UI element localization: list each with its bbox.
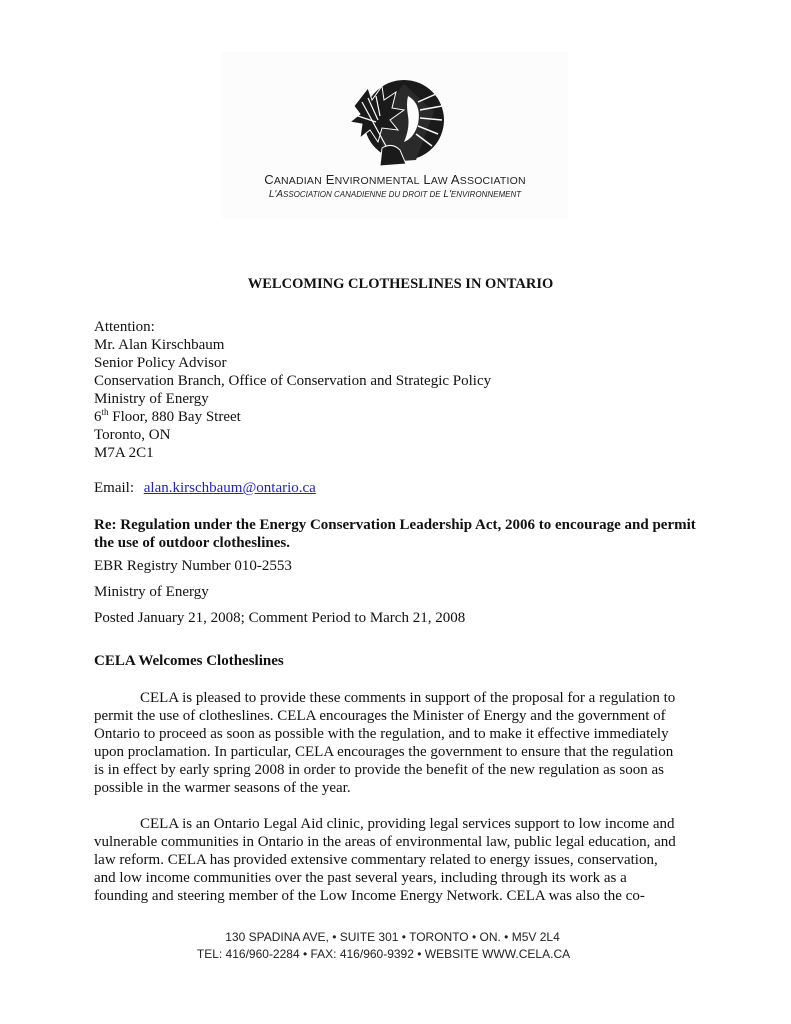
paragraph-line: vulnerable communities in Ontario in the areas of environmental law, public legal education, and	[94, 834, 676, 850]
posted-line: Posted January 21, 2008; Comment Period to March 21, 2008	[94, 610, 466, 626]
letterhead	[222, 52, 568, 218]
document-title: WELCOMING CLOTHESLINES IN ONTARIO	[247, 276, 554, 292]
recipient-ministry: Ministry of Energy	[94, 391, 209, 407]
paragraph-line: possible in the warmer seasons of the year.	[94, 780, 351, 796]
paragraph-line: and low income communities over the past several years, including through its work as a	[94, 870, 627, 886]
re-subject-line: Re: Regulation under the Energy Conservation Leadership Act, 2006 to encourage and permit the use of outdoor clotheslines.	[94, 517, 696, 551]
recipient-name: Mr. Alan Kirschbaum	[94, 337, 225, 353]
recipient-city: Toronto, ON	[94, 427, 171, 443]
registry-number: EBR Registry Number 010-2553	[94, 558, 292, 574]
email-line	[94, 480, 316, 497]
paragraph-line: Ontario to proceed as soon as possible with the regulation, and to make it effective immediately	[94, 726, 669, 742]
attention-label: Attention:	[94, 319, 155, 335]
paragraph-line: founding and steering member of the Low Income Energy Network. CELA was also the co-	[94, 888, 645, 904]
letterhead-footer	[0, 929, 791, 963]
recipient-address	[94, 318, 491, 462]
email-link[interactable]: alan.kirschbaum@ontario.ca	[143, 480, 316, 496]
maple-leaf-figure-logo-icon	[346, 76, 446, 168]
org-name-english: CANADIAN ENVIRONMENTAL LAW ASSOCIATION	[264, 172, 526, 187]
ministry-line: Ministry of Energy	[94, 584, 209, 600]
paragraph-line: CELA is an Ontario Legal Aid clinic, providing legal services support to low income and	[140, 816, 675, 832]
paragraph-line: is in effect by early spring 2008 in order to provide the benefit of the new regulation as soon as	[94, 762, 664, 778]
paragraph-line: law reform. CELA has provided extensive commentary related to energy issues, conservation,	[94, 852, 658, 868]
paragraph-line: CELA is pleased to provide these comments in support of the proposal for a regulation to	[140, 690, 676, 706]
section-heading: CELA Welcomes Clotheslines	[94, 653, 284, 669]
paragraph-1	[94, 689, 704, 797]
footer-contact: TEL: 416/960-2284 • FAX: 416/960-9392 • WEBSITE WWW.CELA.CA	[196, 947, 571, 961]
org-name-french: L'ASSOCIATION CANADIENNE DU DROIT DE L'ENVIRONNEMENT	[268, 189, 522, 200]
paragraph-2	[94, 815, 704, 905]
email-label: Email:	[94, 480, 134, 496]
paragraph-line: upon proclamation. In particular, CELA encourages the government to ensure that the regulation	[94, 744, 674, 760]
recipient-postal: M7A 2C1	[94, 445, 154, 461]
paragraph-line: permit the use of clotheslines. CELA encourages the Minister of Energy and the government of	[94, 708, 666, 724]
footer-address: 130 SPADINA AVE, • SUITE 301 • TORONTO • ON. • M5V 2L4	[225, 930, 560, 944]
recipient-street: 6th Floor, 880 Bay Street	[94, 407, 241, 425]
recipient-position: Senior Policy Advisor	[94, 355, 227, 371]
recipient-branch: Conservation Branch, Office of Conservation and Strategic Policy	[94, 373, 492, 389]
